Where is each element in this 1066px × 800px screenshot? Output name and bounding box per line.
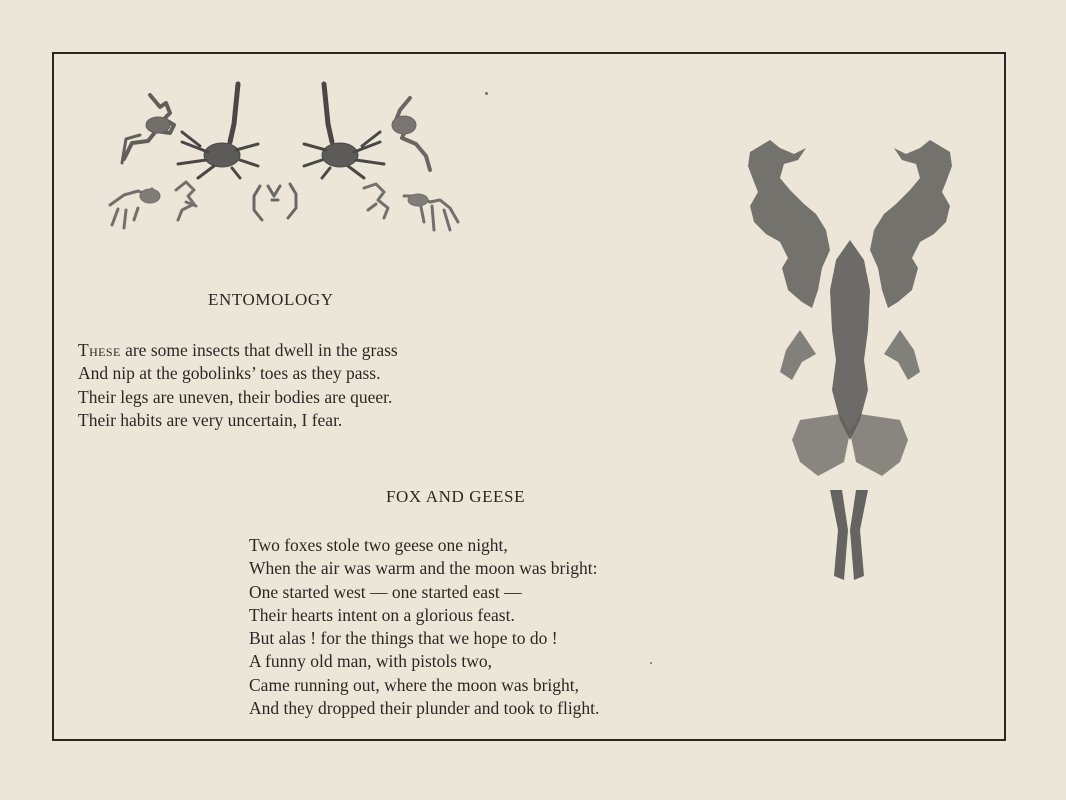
poem-line-1: Two foxes stole two geese one night, xyxy=(249,535,508,555)
poem-line-3: Their legs are uneven, their bodies are queer. xyxy=(78,386,393,407)
poem-first-word: These xyxy=(78,340,121,360)
fox-and-geese-title: FOX AND GEESE xyxy=(386,487,526,506)
poem-line-7: Came running out, where the moon was bright, xyxy=(249,674,580,695)
paper-speck xyxy=(650,662,652,664)
entomology-title: ENTOMOLOGY xyxy=(208,290,334,309)
poem-line-5: But alas ! for the things that we hope to do ! xyxy=(249,628,558,649)
entomology-poem xyxy=(78,339,398,432)
fox-and-geese-poem xyxy=(249,534,599,720)
poem-line-8: And they dropped their plunder and took to flight. xyxy=(249,698,600,719)
poem-line-4: Their habits are very uncertain, I fear. xyxy=(78,409,343,430)
poem-line-3: One started west — one started east — xyxy=(249,581,522,602)
poem-line-6: A funny old man, with pistols two, xyxy=(249,651,493,672)
paper-speck xyxy=(485,92,488,95)
poem-line-2: And nip at the gobolinks’ toes as they pass. xyxy=(78,363,381,384)
poem-line-2: When the air was warm and the moon was bright: xyxy=(249,558,598,579)
poem-line-4: Their hearts intent on a glorious feast. xyxy=(249,604,515,625)
poem-line-1: These are some insects that dwell in the grass xyxy=(78,340,398,360)
